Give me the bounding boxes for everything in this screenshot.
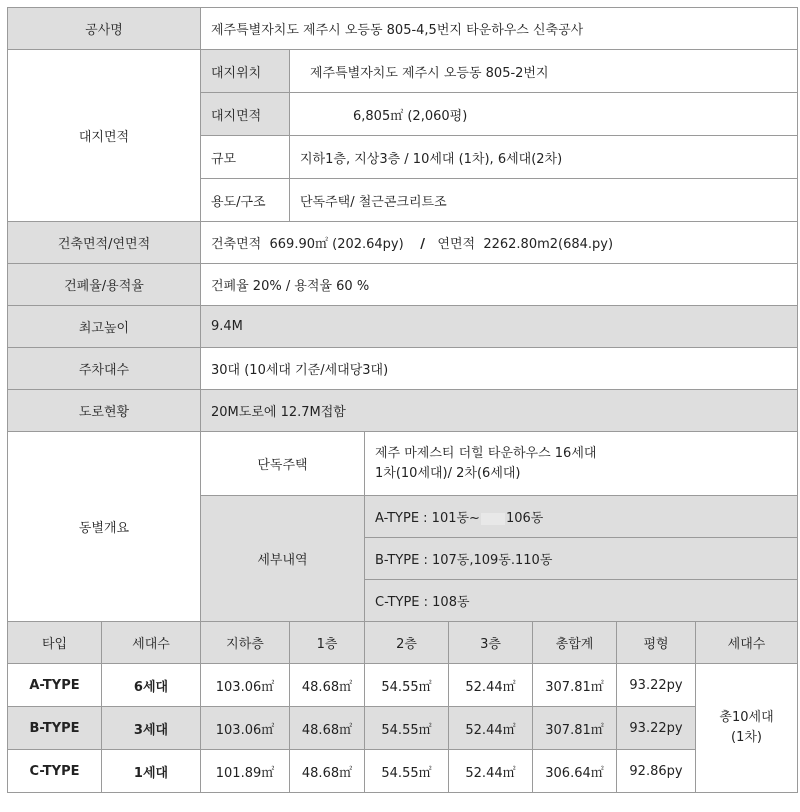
height-value: 9.4M bbox=[201, 306, 798, 348]
site-scale-value: 지하1층, 지상3층 / 10세대 (1차), 6세대(2차) bbox=[290, 136, 798, 179]
overview-house-value bbox=[365, 432, 798, 496]
unit-b1: 103.06㎡ bbox=[201, 707, 290, 750]
spec-table bbox=[7, 7, 798, 793]
overview-c-type: C-TYPE : 108동 bbox=[365, 580, 798, 622]
row-project bbox=[8, 8, 798, 50]
total-units bbox=[696, 664, 798, 793]
row-overview-house bbox=[8, 432, 798, 496]
overview-house-line2: 1차(10세대)/ 2차(6세대) bbox=[375, 465, 521, 481]
parking-label: 주차대수 bbox=[8, 348, 201, 390]
unit-f2: 54.55㎡ bbox=[365, 707, 449, 750]
project-value: 제주특별자치도 제주시 오등동 805-4,5번지 타운하우스 신축공사 bbox=[201, 8, 798, 50]
redaction-mark bbox=[481, 513, 505, 525]
building-area-separator: / bbox=[420, 237, 425, 252]
overview-detail-label: 세부내역 bbox=[201, 496, 365, 622]
project-spec-sheet bbox=[7, 7, 797, 793]
building-area-sub1-label: 건축면적 bbox=[211, 237, 262, 252]
unit-f1: 48.68㎡ bbox=[290, 664, 365, 707]
overview-a-type bbox=[365, 496, 798, 538]
header-cell: 세대수 bbox=[102, 622, 201, 664]
unit-f2: 54.55㎡ bbox=[365, 750, 449, 793]
road-value: 20M도로에 12.7M접함 bbox=[201, 390, 798, 432]
header-cell: 1층 bbox=[290, 622, 365, 664]
header-cell: 평형 bbox=[617, 622, 696, 664]
unit-type: B-TYPE bbox=[8, 707, 102, 750]
unit-f3: 52.44㎡ bbox=[449, 707, 533, 750]
unit-type: A-TYPE bbox=[8, 664, 102, 707]
site-location-value: 제주특별자치도 제주시 오등동 805-2번지 bbox=[290, 50, 798, 93]
overview-a-type-suffix: 106동 bbox=[505, 511, 544, 526]
unit-b1: 103.06㎡ bbox=[201, 664, 290, 707]
unit-py: 93.22py bbox=[617, 707, 696, 750]
header-cell: 총합계 bbox=[533, 622, 617, 664]
unit-count: 6세대 bbox=[102, 664, 201, 707]
height-label: 최고높이 bbox=[8, 306, 201, 348]
unit-count: 3세대 bbox=[102, 707, 201, 750]
unit-f1: 48.68㎡ bbox=[290, 707, 365, 750]
road-label: 도로현황 bbox=[8, 390, 201, 432]
unit-b1: 101.89㎡ bbox=[201, 750, 290, 793]
row-height bbox=[8, 306, 798, 348]
header-cell: 2층 bbox=[365, 622, 449, 664]
table-row bbox=[8, 664, 798, 707]
site-use-value: 단독주택/ 철근콘크리트조 bbox=[290, 179, 798, 222]
header-cell: 세대수 bbox=[696, 622, 798, 664]
unit-total: 306.64㎡ bbox=[533, 750, 617, 793]
parking-value: 30대 (10세대 기준/세대당3대) bbox=[201, 348, 798, 390]
building-area-sub1-value: 669.90㎡ (202.64py) bbox=[269, 237, 404, 252]
unit-type: C-TYPE bbox=[8, 750, 102, 793]
site-location-label: 대지위치 bbox=[201, 50, 290, 93]
overview-house-label: 단독주택 bbox=[201, 432, 365, 496]
total-units-line1: 총10세대 bbox=[719, 710, 774, 725]
overview-b-type: B-TYPE : 107동,109동.110동 bbox=[365, 538, 798, 580]
unit-table-header bbox=[8, 622, 798, 664]
row-site-location bbox=[8, 50, 798, 93]
building-area-sub2-value: 2262.80m2(684.py) bbox=[483, 237, 614, 252]
unit-total: 307.81㎡ bbox=[533, 707, 617, 750]
unit-py: 93.22py bbox=[617, 664, 696, 707]
project-label: 공사명 bbox=[8, 8, 201, 50]
site-label: 대지면적 bbox=[8, 50, 201, 222]
site-area-label: 대지면적 bbox=[201, 93, 290, 136]
row-coverage bbox=[8, 264, 798, 306]
unit-f3: 52.44㎡ bbox=[449, 664, 533, 707]
row-building-area bbox=[8, 222, 798, 264]
site-scale-label: 규모 bbox=[201, 136, 290, 179]
building-area-sub2-label: 연면적 bbox=[437, 237, 476, 252]
unit-total: 307.81㎡ bbox=[533, 664, 617, 707]
site-area-value: 6,805㎡ (2,060평) bbox=[290, 93, 798, 136]
coverage-label: 건폐율/용적율 bbox=[8, 264, 201, 306]
row-road bbox=[8, 390, 798, 432]
header-cell: 3층 bbox=[449, 622, 533, 664]
overview-label: 동별개요 bbox=[8, 432, 201, 622]
header-cell: 지하층 bbox=[201, 622, 290, 664]
header-cell: 타입 bbox=[8, 622, 102, 664]
row-parking bbox=[8, 348, 798, 390]
unit-py: 92.86py bbox=[617, 750, 696, 793]
building-area-value bbox=[201, 222, 798, 264]
total-units-line2: (1차) bbox=[731, 730, 762, 745]
table-row bbox=[8, 750, 798, 793]
overview-a-type-prefix: A-TYPE : 101동~ bbox=[375, 511, 480, 526]
overview-house-line1: 제주 마제스티 더힐 타운하우스 16세대 bbox=[375, 445, 597, 461]
unit-f3: 52.44㎡ bbox=[449, 750, 533, 793]
coverage-value: 건폐율 20% / 용적율 60 % bbox=[201, 264, 798, 306]
building-area-label: 건축면적/연면적 bbox=[8, 222, 201, 264]
site-use-label: 용도/구조 bbox=[201, 179, 290, 222]
unit-f2: 54.55㎡ bbox=[365, 664, 449, 707]
unit-count: 1세대 bbox=[102, 750, 201, 793]
unit-f1: 48.68㎡ bbox=[290, 750, 365, 793]
table-row bbox=[8, 707, 798, 750]
